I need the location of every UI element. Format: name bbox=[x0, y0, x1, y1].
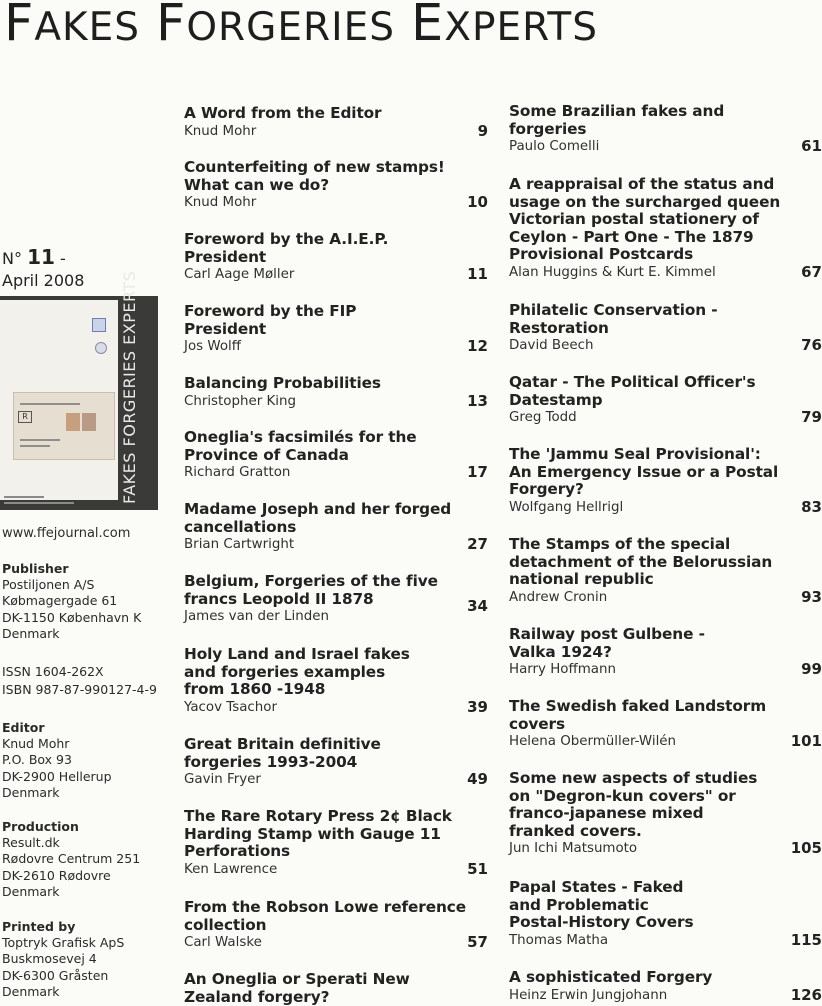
production-line: Result.dk bbox=[2, 835, 60, 851]
masthead-word-experts: XPERTS bbox=[444, 5, 598, 50]
toc-entry-page: 126 bbox=[790, 985, 822, 1004]
toc-entry-title: Valka 1924? bbox=[509, 642, 612, 661]
toc-entry-page: 76 bbox=[801, 336, 822, 355]
toc-entry[interactable] bbox=[509, 301, 822, 355]
toc-entry-title: Railway post Gulbene - bbox=[509, 625, 705, 643]
toc-entry-title: Zealand forgery? bbox=[184, 987, 330, 1006]
toc-entry-page: 12 bbox=[467, 337, 488, 356]
toc-entry-title: Postal-History Covers bbox=[509, 913, 694, 932]
toc-entry-title: Restoration bbox=[509, 318, 609, 337]
publisher-line: Postiljonen A/S bbox=[2, 577, 95, 593]
masthead-word-fakes: AKES bbox=[34, 5, 140, 50]
toc-entry[interactable] bbox=[509, 878, 822, 949]
toc-entry-title: franco-japanese mixed bbox=[509, 804, 704, 823]
publisher-line: DK-1150 København K bbox=[2, 609, 142, 625]
toc-entry-title: Philatelic Conservation - bbox=[509, 301, 718, 319]
toc-entry-author: Richard Gratton bbox=[184, 465, 291, 481]
toc-entry[interactable] bbox=[509, 175, 822, 281]
toc-entry[interactable] bbox=[184, 899, 490, 951]
toc-entry[interactable] bbox=[509, 535, 822, 606]
publisher-line: Denmark bbox=[2, 625, 60, 641]
printed-heading: Printed by bbox=[2, 919, 76, 934]
toc-entry-author: Paulo Comelli bbox=[509, 139, 600, 155]
toc-entry-title: from 1860 -1948 bbox=[184, 680, 326, 699]
toc-entry[interactable] bbox=[509, 625, 822, 679]
toc-entry[interactable] bbox=[184, 303, 490, 355]
toc-entry[interactable] bbox=[509, 968, 822, 1004]
toc-entry-author: Gavin Fryer bbox=[184, 772, 261, 788]
toc-entry-page: 10 bbox=[467, 193, 488, 212]
toc-entry-title: usage on the surcharged queen bbox=[509, 192, 781, 211]
toc-entry[interactable] bbox=[184, 573, 490, 625]
toc-entry-title: Madame Joseph and her forged bbox=[184, 500, 452, 518]
toc-entry-page: 115 bbox=[790, 930, 822, 949]
toc-entry-author: Knud Mohr bbox=[184, 123, 257, 139]
toc-entry-title: forgeries bbox=[509, 119, 587, 138]
toc-entry[interactable] bbox=[509, 102, 822, 156]
publisher-line: Købmagergade 61 bbox=[2, 593, 118, 609]
toc-entry-author: James van der Linden bbox=[184, 609, 329, 625]
postmark-image bbox=[95, 342, 107, 354]
toc-entry-title: Harding Stamp with Gauge 11 bbox=[184, 824, 441, 843]
toc-entry-page: 39 bbox=[467, 697, 488, 716]
issue-prefix: N° bbox=[2, 249, 22, 268]
toc-entry-title: francs Leopold II 1878 bbox=[184, 589, 374, 608]
toc-entry-page: 11 bbox=[467, 265, 488, 284]
toc-entry-title: Forgery? bbox=[509, 480, 584, 499]
editor-block bbox=[2, 720, 112, 801]
toc-entry-title: Foreword by the A.I.E.P. bbox=[184, 230, 389, 248]
publisher-heading: Publisher bbox=[2, 561, 69, 576]
toc-entry-title: Provisional Postcards bbox=[509, 245, 694, 264]
masthead-initial-f2: F bbox=[156, 0, 187, 53]
toc-entry-page: 51 bbox=[467, 859, 488, 878]
toc-entry-page: 79 bbox=[801, 408, 822, 427]
editor-line: Denmark bbox=[2, 784, 60, 800]
toc-entry-title: President bbox=[184, 247, 267, 266]
toc-entry-title: Papal States - Faked bbox=[509, 878, 684, 896]
toc-entry-title: franked covers. bbox=[509, 821, 642, 840]
toc-entry[interactable] bbox=[184, 105, 490, 140]
toc-entry-title: Some new aspects of studies bbox=[509, 769, 758, 787]
cover-spine-title: FAKES FORGERIES EXPERTS bbox=[120, 270, 139, 504]
production-heading: Production bbox=[2, 819, 79, 834]
toc-entry-page: 17 bbox=[467, 463, 488, 482]
toc-entry-page: 101 bbox=[790, 732, 822, 751]
issue-num: 11 bbox=[27, 245, 55, 269]
toc-entry[interactable] bbox=[184, 646, 490, 716]
toc-entry-author: Ken Lawrence bbox=[184, 861, 278, 877]
toc-entry-title: Province of Canada bbox=[184, 445, 349, 464]
toc-entry-author: Jun Ichi Matsumoto bbox=[509, 841, 638, 857]
toc-entry-title: The Rare Rotary Press 2¢ Black bbox=[184, 807, 452, 825]
toc-entry-author: Brian Cartwright bbox=[184, 537, 295, 553]
toc-entry-author: Wolfgang Hellrigl bbox=[509, 499, 624, 515]
toc-entry-page: 83 bbox=[801, 497, 822, 516]
toc-entry[interactable] bbox=[184, 736, 490, 788]
stamp-image bbox=[92, 318, 106, 332]
toc-entry-title: Foreword by the FIP bbox=[184, 302, 357, 320]
toc-entry-title: Holy Land and Israel fakes bbox=[184, 645, 410, 663]
toc-entry-author: Christopher King bbox=[184, 393, 296, 409]
toc-entry[interactable] bbox=[184, 375, 490, 410]
toc-entry-page: 49 bbox=[467, 770, 488, 789]
toc-entry-page: 93 bbox=[801, 587, 822, 606]
toc-entry-page: 34 bbox=[467, 597, 488, 616]
toc-entry-title: Great Britain definitive bbox=[184, 735, 381, 753]
production-block bbox=[2, 819, 140, 900]
toc-entry-author: Greg Todd bbox=[509, 410, 577, 426]
toc-entry-author: Heinz Erwin Jungjohann bbox=[509, 987, 668, 1003]
toc-entry-title: and Problematic bbox=[509, 895, 649, 914]
toc-entry-title: cancellations bbox=[184, 517, 297, 536]
toc-entry[interactable] bbox=[184, 501, 490, 553]
toc-entry-title: collection bbox=[184, 915, 267, 934]
toc-entry-title: Some Brazilian fakes and bbox=[509, 102, 725, 120]
toc-entry-title: President bbox=[184, 319, 267, 338]
toc-entry-title: A Word from the Editor bbox=[184, 104, 382, 122]
toc-entry[interactable] bbox=[184, 808, 490, 878]
toc-entry[interactable] bbox=[184, 971, 490, 1006]
toc-entry[interactable] bbox=[184, 159, 490, 211]
toc-entry-title: Ceylon - Part One - The 1879 bbox=[509, 227, 754, 246]
toc-entry-author: David Beech bbox=[509, 338, 594, 354]
toc-entry-author: Alan Huggins & Kurt E. Kimmel bbox=[509, 264, 716, 280]
toc-entry[interactable] bbox=[184, 429, 490, 481]
toc-entry-title: Belgium, Forgeries of the five bbox=[184, 572, 438, 590]
toc-entry-title: Counterfeiting of new stamps! bbox=[184, 158, 445, 176]
toc-entry-title: An Emergency Issue or a Postal bbox=[509, 462, 779, 481]
toc-entry-title: detachment of the Belorussian bbox=[509, 552, 773, 571]
toc-entry-title: Oneglia's facsimilés for the bbox=[184, 428, 417, 446]
toc-entry-page: 61 bbox=[801, 137, 822, 156]
production-line: Rødovre Centrum 251 bbox=[2, 851, 141, 867]
issue-number bbox=[2, 245, 66, 269]
toc-entry-title: on "Degron-kun covers" or bbox=[509, 786, 736, 805]
production-line: DK-2610 Rødovre bbox=[2, 867, 111, 883]
toc-entry-title: and forgeries examples bbox=[184, 662, 386, 681]
toc-entry-author: Carl Walske bbox=[184, 935, 262, 951]
toc-entry-author: Yacov Tsachor bbox=[184, 699, 277, 715]
toc-entry-author: Knud Mohr bbox=[184, 195, 257, 211]
printed-block bbox=[2, 919, 124, 1000]
toc-entry-title: A sophisticated Forgery bbox=[509, 968, 713, 986]
envelope-image: R bbox=[13, 392, 115, 460]
printed-line: Toptryk Grafisk ApS bbox=[2, 935, 125, 951]
toc-entry-title: covers bbox=[509, 714, 565, 733]
toc-entry-title: The Swedish faked Landstorm bbox=[509, 697, 767, 715]
toc-entry-title: What can we do? bbox=[184, 175, 329, 194]
cover-photo bbox=[0, 300, 118, 500]
toc-entry-title: From the Robson Lowe reference bbox=[184, 898, 467, 916]
editor-heading: Editor bbox=[2, 720, 45, 735]
toc-entry-title: A reappraisal of the status and bbox=[509, 175, 775, 193]
production-line: Denmark bbox=[2, 883, 60, 899]
masthead-word-forgeries: ORGERIES bbox=[186, 5, 395, 50]
toc-entry[interactable] bbox=[509, 373, 822, 427]
masthead-initial-e: E bbox=[411, 0, 445, 53]
issue-date: April 2008 bbox=[2, 271, 85, 290]
toc-entry-page: 27 bbox=[467, 535, 488, 554]
toc-entry-page: 105 bbox=[790, 839, 822, 858]
toc-entry-title: Datestamp bbox=[509, 390, 603, 409]
masthead-initial-f1: F bbox=[4, 0, 35, 53]
masthead-title bbox=[4, 0, 598, 53]
toc-entry-page: 9 bbox=[477, 121, 488, 140]
printed-line: Denmark bbox=[2, 983, 60, 999]
toc-entry-title: Balancing Probabilities bbox=[184, 374, 381, 392]
toc-entry[interactable] bbox=[184, 231, 490, 283]
toc-entry-author: Harry Hoffmann bbox=[509, 662, 616, 678]
toc-entry-author: Carl Aage Møller bbox=[184, 267, 295, 283]
toc-entry-title: Qatar - The Political Officer's bbox=[509, 373, 756, 391]
toc-entry-page: 67 bbox=[801, 262, 822, 281]
toc-entry-title: forgeries 1993-2004 bbox=[184, 752, 358, 771]
toc-entry-title: national republic bbox=[509, 570, 654, 589]
issn-line: ISSN 1604-262X bbox=[2, 664, 104, 679]
toc-entry[interactable] bbox=[509, 697, 822, 751]
editor-line: P.O. Box 93 bbox=[2, 752, 72, 768]
printed-line: Buskmosevej 4 bbox=[2, 951, 97, 967]
toc-entry[interactable] bbox=[509, 445, 822, 516]
toc-entry-title: An Oneglia or Sperati New bbox=[184, 970, 410, 988]
isbn-line: ISBN 987-87-990127-4-9 bbox=[2, 682, 157, 697]
toc-entry-title: Perforations bbox=[184, 842, 291, 861]
toc-entry-author: Jos Wolff bbox=[184, 339, 241, 355]
toc-entry-author: Helena Obermüller-Wilén bbox=[509, 734, 677, 750]
printed-line: DK-6300 Gråsten bbox=[2, 967, 109, 983]
website-link[interactable]: www.ffejournal.com bbox=[2, 526, 131, 541]
toc-entry-title: The 'Jammu Seal Provisional': bbox=[509, 445, 761, 463]
editor-line: Knud Mohr bbox=[2, 736, 70, 752]
toc-entry-title: The Stamps of the special bbox=[509, 535, 731, 553]
issue-suffix: - bbox=[60, 249, 66, 268]
editor-line: DK-2900 Hellerup bbox=[2, 768, 112, 784]
toc-entry-page: 13 bbox=[467, 391, 488, 410]
publisher-block bbox=[2, 561, 141, 642]
toc-entry-author: Andrew Cronin bbox=[509, 589, 608, 605]
toc-entry-page: 99 bbox=[801, 660, 822, 679]
toc-entry-title: Victorian postal stationery of bbox=[509, 210, 759, 229]
toc-entry-author: Thomas Matha bbox=[509, 932, 609, 948]
toc-entry[interactable] bbox=[509, 769, 822, 858]
toc-entry-page: 57 bbox=[467, 933, 488, 952]
